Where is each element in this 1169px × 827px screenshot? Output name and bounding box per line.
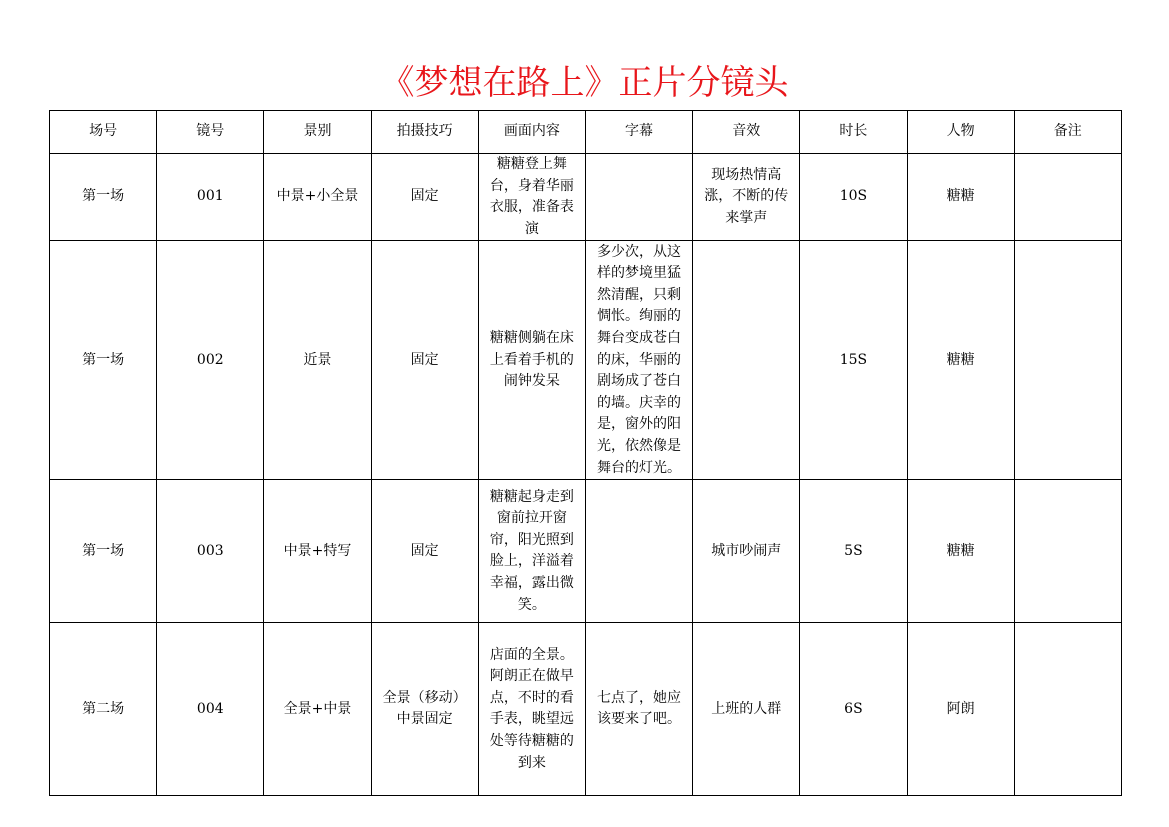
cell-note [1014,241,1121,480]
column-header-scene: 场号 [50,111,157,154]
column-header-technique: 拍摄技巧 [371,111,478,154]
cell-subtitle [585,480,692,623]
table-row [50,241,1122,480]
cell-note [1014,480,1121,623]
cell-content: 糖糖起身走到窗前拉开窗帘，阳光照到脸上，洋溢着幸福，露出微笑。 [478,480,585,623]
cell-content: 店面的全景。阿朗正在做早点，不时的看手表，眺望远处等待糖糖的到来 [478,623,585,796]
column-header-sound: 音效 [693,111,800,154]
cell-note [1014,154,1121,241]
cell-framing: 近景 [264,241,371,480]
column-header-subtitle: 字幕 [585,111,692,154]
cell-duration: 10S [800,154,907,241]
table-row [50,623,1122,796]
cell-scene: 第一场 [50,480,157,623]
cell-technique: 全景（移动）中景固定 [371,623,478,796]
cell-character: 阿朗 [907,623,1014,796]
cell-framing: 中景+小全景 [264,154,371,241]
cell-sound: 现场热情高涨，不断的传来掌声 [693,154,800,241]
cell-duration: 15S [800,241,907,480]
storyboard-table [49,110,1122,796]
cell-content: 糖糖登上舞台，身着华丽衣服，准备表演 [478,154,585,241]
column-header-content: 画面内容 [478,111,585,154]
cell-subtitle: 七点了，她应该要来了吧。 [585,623,692,796]
column-header-shot: 镜号 [157,111,264,154]
cell-framing: 中景+特写 [264,480,371,623]
column-header-note: 备注 [1014,111,1121,154]
table-row [50,480,1122,623]
column-header-character: 人物 [907,111,1014,154]
cell-technique: 固定 [371,480,478,623]
cell-duration: 5S [800,480,907,623]
document-title: 《梦想在路上》正片分镜头 [380,63,789,103]
cell-shot: 004 [157,623,264,796]
cell-character: 糖糖 [907,480,1014,623]
column-header-duration: 时长 [800,111,907,154]
cell-shot: 001 [157,154,264,241]
cell-note [1014,623,1121,796]
cell-shot: 002 [157,241,264,480]
cell-content: 糖糖侧躺在床上看着手机的闹钟发呆 [478,241,585,480]
cell-character: 糖糖 [907,154,1014,241]
cell-subtitle: 多少次，从这样的梦境里猛然清醒，只剩惆怅。绚丽的舞台变成苍白的床，华丽的剧场成了苍白的墙。庆幸的是，窗外的阳光，依然像是舞台的灯光。 [585,241,692,480]
cell-subtitle [585,154,692,241]
cell-scene: 第一场 [50,241,157,480]
cell-character: 糖糖 [907,241,1014,480]
cell-sound [693,241,800,480]
cell-technique: 固定 [371,154,478,241]
cell-sound: 城市吵闹声 [693,480,800,623]
cell-framing: 全景+中景 [264,623,371,796]
cell-duration: 6S [800,623,907,796]
cell-scene: 第二场 [50,623,157,796]
column-header-framing: 景别 [264,111,371,154]
cell-technique: 固定 [371,241,478,480]
cell-scene: 第一场 [50,154,157,241]
cell-shot: 003 [157,480,264,623]
table-row [50,154,1122,241]
cell-sound: 上班的人群 [693,623,800,796]
header-row [50,111,1122,154]
